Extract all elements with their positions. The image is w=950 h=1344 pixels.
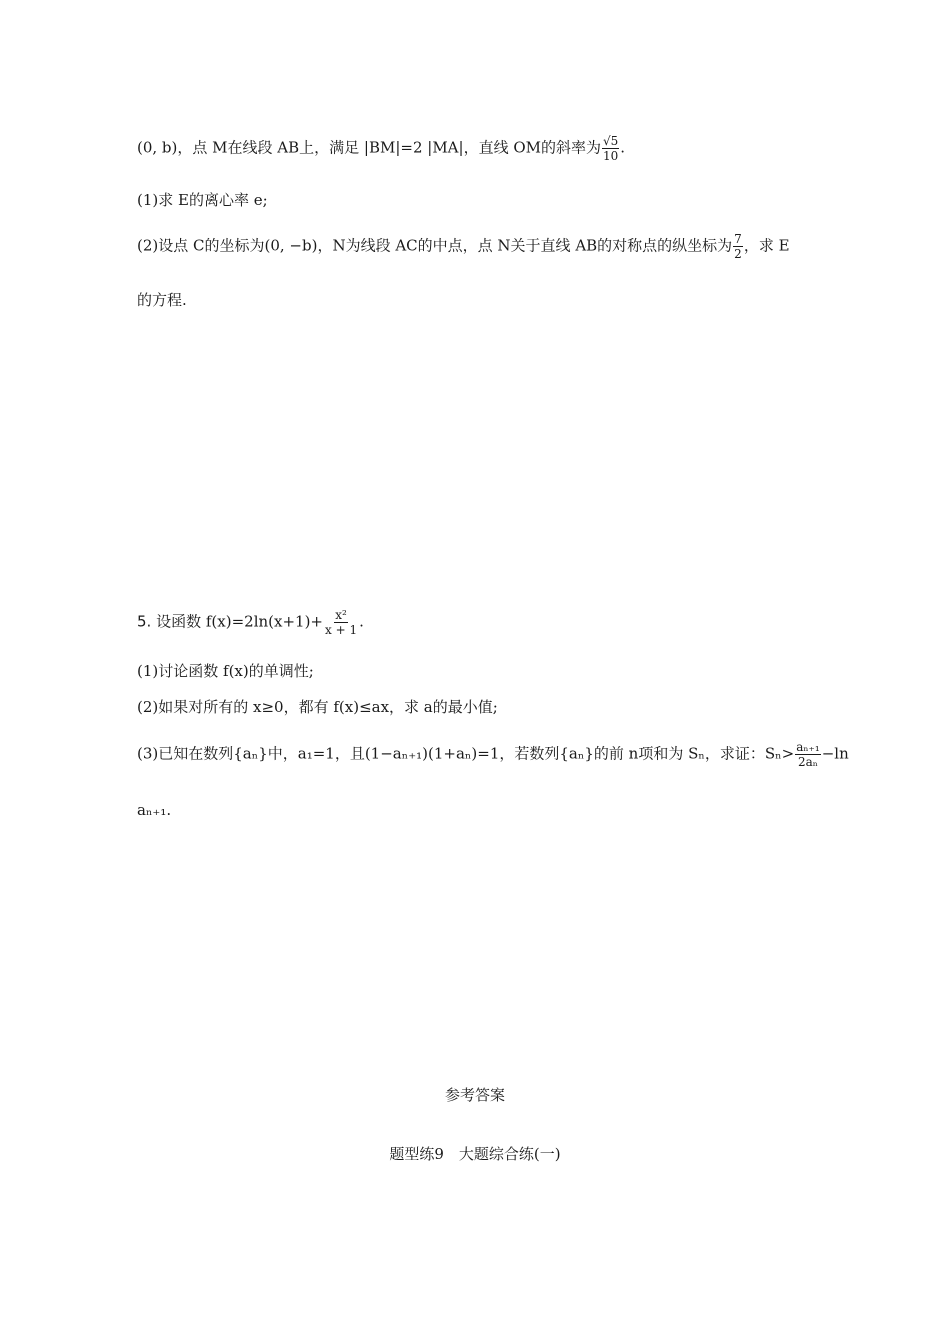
f-fraction: $\frac{\text{x²}}{x + 1}$ [325, 608, 358, 637]
problem4-line1: (0, b)，点 M在线段 AB上，满足 |BM|=2 |MA|，直线 OM的斜率为 $\frac{√5}{10}$ . [137, 134, 626, 163]
p3-fraction: $\frac{\text{aₙ₊₁}}{\text{2aₙ}}$ [796, 740, 820, 769]
problem-number: 5. [137, 612, 152, 631]
slope-fraction: $\frac{√5}{10}$ [603, 134, 619, 163]
answers-heading: 参考答案 [444, 1086, 505, 1104]
answers-subheading: 题型练9 大题综合练(一) [389, 1145, 561, 1163]
problem4-part1: (1)求 E的离心率 e; [137, 191, 268, 209]
problem5-part2: (2)如果对所有的 x≥0，都有 f(x)≤ax，求 a的最小值; [137, 698, 498, 716]
problem5-part3: (3)已知在数列{aₙ}中，a₁=1，且(1−aₙ₊₁)(1+aₙ)=1，若数列{aₙ}的前 n项和为 Sₙ，求证：Sₙ> $\frac{\text{aₙ₊₁}}{\text{2aₙ}}$ −ln [137, 740, 849, 769]
problem4-part2-cont: 的方程. [137, 291, 187, 309]
problem5-stem: 5. 设函数 f(x)=2ln(x+1)+ $\frac{\text{x²}}{x + 1}$ . [137, 608, 364, 637]
y-fraction: $\frac{7}{2}$ [734, 232, 742, 261]
problem4-part2: (2)设点 C的坐标为(0, −b)，N为线段 AC的中点，点 N关于直线 AB的对称点的纵坐标为 $\frac{7}{2}$ ，求 E [137, 232, 790, 261]
problem5-part3-cont: aₙ₊₁. [137, 801, 172, 819]
problem5-part1: (1)讨论函数 f(x)的单调性; [137, 662, 314, 680]
